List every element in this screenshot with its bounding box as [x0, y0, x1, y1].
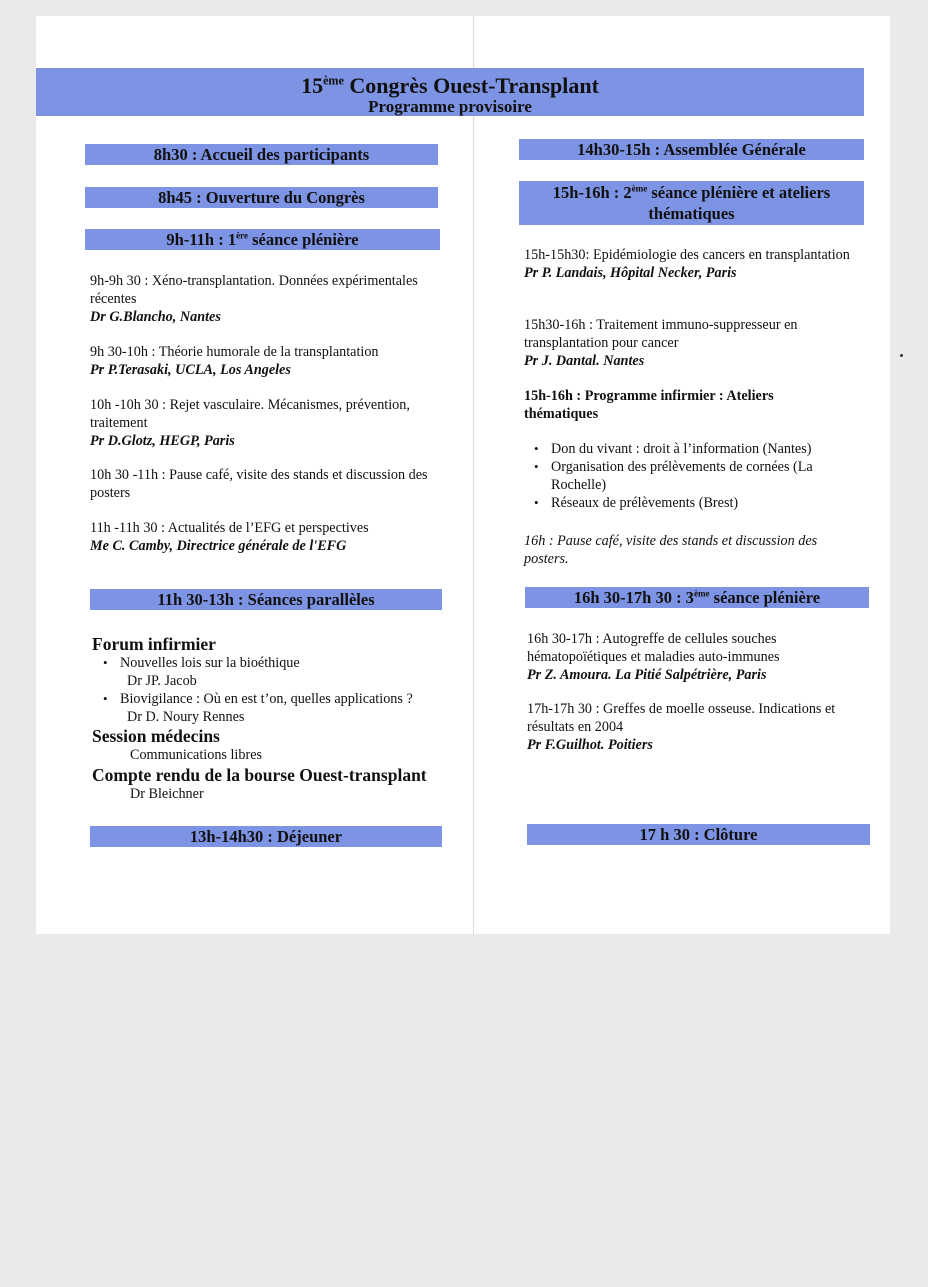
speaker: Me C. Camby, Directrice générale de l'EFG	[90, 538, 347, 554]
section-dejeuner: 13h-14h30 : Déjeuner	[90, 826, 442, 847]
speaker: Dr G.Blancho, Nantes	[90, 309, 221, 325]
item-text: 15h-15h30: Epidémiologie des cancers en transplantation	[524, 247, 850, 263]
program-item	[90, 466, 442, 502]
item-sub: Dr JP. Jacob	[127, 673, 197, 689]
list-item: • Don du vivant : droit à l’information (Nantes)	[551, 440, 861, 458]
program-item	[90, 519, 442, 555]
program-item	[527, 630, 863, 684]
list-item: • Organisation des prélèvements de cornées (La Rochelle)	[551, 458, 861, 494]
speaker: Pr P.Terasaki, UCLA, Los Angeles	[90, 362, 291, 378]
section-seance-1: 9h-11h : 1ère séance plénière	[85, 229, 440, 250]
atelier-list	[531, 440, 861, 512]
speaker: Pr D.Glotz, HEGP, Paris	[90, 433, 235, 449]
speck	[900, 354, 903, 357]
speaker: Pr P. Landais, Hôpital Necker, Paris	[524, 265, 737, 281]
congress-subtitle: Programme provisoire	[368, 97, 532, 117]
session-title: Session médecins	[92, 726, 220, 746]
program-item	[524, 246, 860, 282]
item-sub: Dr D. Noury Rennes	[127, 709, 245, 725]
item-text: Biovigilance : Où en est t’on, quelles applications ?	[120, 691, 413, 707]
fold-line	[473, 16, 474, 934]
compte-sub: Dr Bleichner	[130, 786, 204, 802]
session-sub: Communications libres	[130, 747, 263, 763]
program-item	[524, 316, 860, 370]
program-item	[527, 700, 863, 754]
speaker: Pr Z. Amoura. La Pitié Salpétrière, Paris	[527, 667, 767, 683]
section-seance-3: 16h 30-17h 30 : 3ème séance plénière	[525, 587, 869, 608]
item-text: 16h 30-17h : Autogreffe de cellules souches hématopoïétiques et maladies auto-immunes	[527, 631, 780, 665]
item-text: 17h-17h 30 : Greffes de moelle osseuse. Indications et résultats en 2004	[527, 701, 836, 735]
speaker: Pr J. Dantal. Nantes	[524, 353, 645, 369]
item-text: Nouvelles lois sur la bioéthique	[120, 655, 300, 671]
section-seance-2: 15h-16h : 2ème séance plénière et ateliers thématiques	[519, 181, 864, 225]
item-text: 15h30-16h : Traitement immuno-suppresseur en transplantation pour cancer	[524, 317, 798, 351]
item-text: 10h 30 -11h : Pause café, visite des stands et discussion des posters	[90, 467, 428, 501]
section-assemblee: 14h30-15h : Assemblée Générale	[519, 139, 864, 160]
item-text: 10h -10h 30 : Rejet vasculaire. Mécanismes, prévention, traitement	[90, 397, 410, 431]
item-text: 11h -11h 30 : Actualités de l’EFG et perspectives	[90, 520, 369, 536]
congress-title: 15ème Congrès Ouest-Transplant	[301, 73, 599, 98]
program-item	[90, 343, 442, 379]
section-ouverture: 8h45 : Ouverture du Congrès	[85, 187, 438, 208]
section-accueil: 8h30 : Accueil des participants	[85, 144, 438, 165]
pause-note: 16h : Pause café, visite des stands et discussion des posters.	[524, 533, 818, 567]
title-banner	[36, 68, 864, 116]
program-item	[90, 396, 442, 450]
compte-title: Compte rendu de la bourse Ouest-transplant	[92, 765, 427, 785]
atelier-title: 15h-16h : Programme infirmier : Ateliers thématiques	[524, 388, 774, 422]
item-text: 9h-9h 30 : Xéno-transplantation. Données expérimentales récentes	[90, 273, 418, 307]
section-cloture: 17 h 30 : Clôture	[527, 824, 870, 845]
section-paralleles: 11h 30-13h : Séances parallèles	[90, 589, 442, 610]
speaker: Pr F.Guilhot. Poitiers	[527, 737, 653, 753]
list-item: • Réseaux de prélèvements (Brest)	[551, 494, 861, 512]
item-text: 9h 30-10h : Théorie humorale de la transplantation	[90, 344, 379, 360]
program-item	[90, 272, 442, 326]
list-item	[120, 654, 462, 690]
forum-title: Forum infirmier	[92, 634, 216, 654]
list-item	[120, 690, 462, 726]
parallel-sessions	[92, 634, 462, 803]
